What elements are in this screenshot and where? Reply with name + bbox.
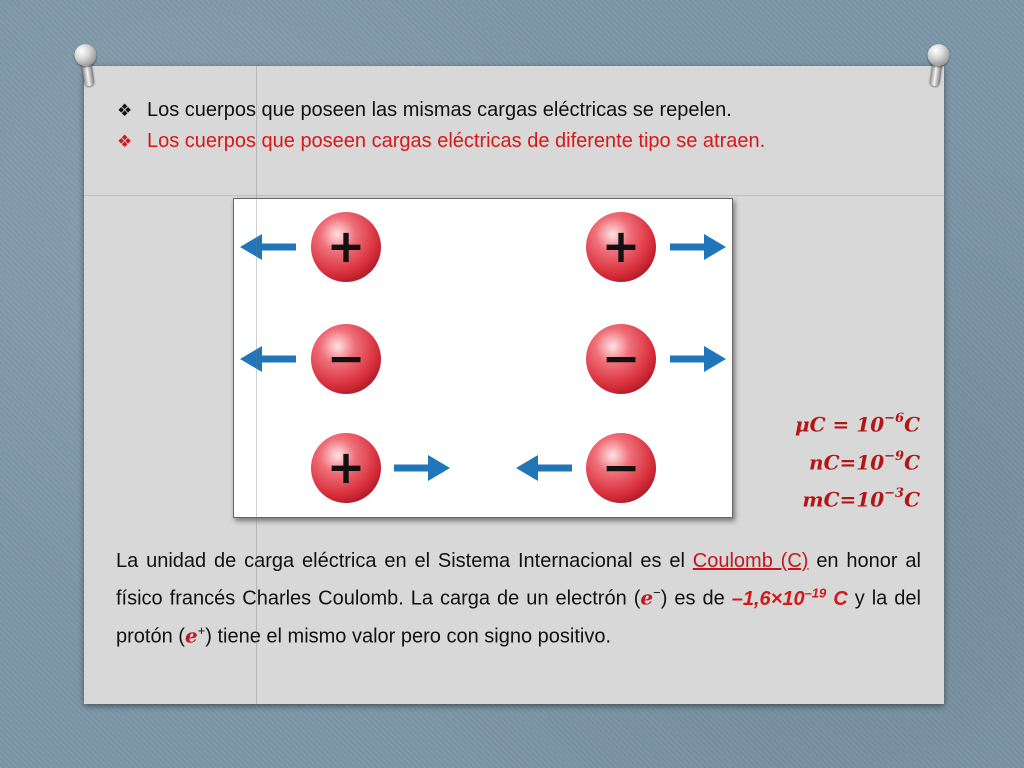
bullet-item-attract <box>117 126 882 157</box>
plus-sign: + <box>326 219 366 273</box>
slide-guide-horizontal <box>84 195 944 196</box>
proton-sign: + <box>197 622 206 638</box>
minus-sign: − <box>326 331 366 385</box>
charge-ball-left-2 <box>311 324 381 394</box>
diamond-bullet-icon: ❖ <box>117 101 133 120</box>
charge-ball-right-2 <box>586 324 656 394</box>
minus-sign: − <box>601 440 641 494</box>
pushpin-right-icon <box>923 43 951 90</box>
coulomb-paragraph: La unidad de carga eléctrica en el Sistema Internacional es el Coulomb (C) en honor al físico francés Charles Coulomb. La carga de un electrón (e−) es de $-1,6\times 10^{-19}$ C y la del protón (e+) tiene el mismo valor pero con signo positivo. <box>116 550 921 648</box>
pushpin-left-icon <box>73 43 101 90</box>
coulomb-unit-link: Coulomb (C) <box>692 550 809 572</box>
charges-diagram <box>234 199 732 517</box>
bullet-text: Los cuerpos que poseen cargas eléctricas de diferente tipo se atraen. <box>147 130 766 152</box>
plus-sign: + <box>326 440 366 494</box>
charge-ball-right-1 <box>586 212 656 282</box>
arrow-left-icon <box>240 234 296 260</box>
arrow-right-icon <box>670 346 726 372</box>
charge-interaction-figure <box>233 198 733 518</box>
bullet-list <box>117 95 882 157</box>
electron-charge-value: $-1,6\times 10^{-19}$ C <box>731 585 848 610</box>
arrow-left-icon <box>240 346 296 372</box>
bullet-item-repel <box>117 95 882 126</box>
charge-ball-right-3 <box>586 433 656 503</box>
unit-prefix-list <box>760 404 920 517</box>
diamond-bullet-icon: ❖ <box>117 132 133 151</box>
arrow-right-icon <box>394 455 450 481</box>
unit-line-nano: $nC=10^{-9}C$ <box>809 448 920 475</box>
arrow-right-icon <box>670 234 726 260</box>
unit-line-milli: $mC=10^{-3}C$ <box>802 486 920 512</box>
charge-ball-left-3 <box>311 433 381 503</box>
unit-line-micro: $\mu C = 10^{-6}C$ <box>795 411 920 437</box>
arrow-left-icon <box>516 455 572 481</box>
plus-sign: + <box>601 219 641 273</box>
charge-ball-left-1 <box>311 212 381 282</box>
electron-sign: − <box>653 585 661 600</box>
bullet-text: Los cuerpos que poseen las mismas cargas eléctricas se repelen. <box>147 99 732 121</box>
minus-sign: − <box>601 331 641 385</box>
electron-symbol: e <box>640 585 654 610</box>
proton-symbol: e <box>184 623 198 648</box>
slide-guide-line <box>256 66 257 704</box>
